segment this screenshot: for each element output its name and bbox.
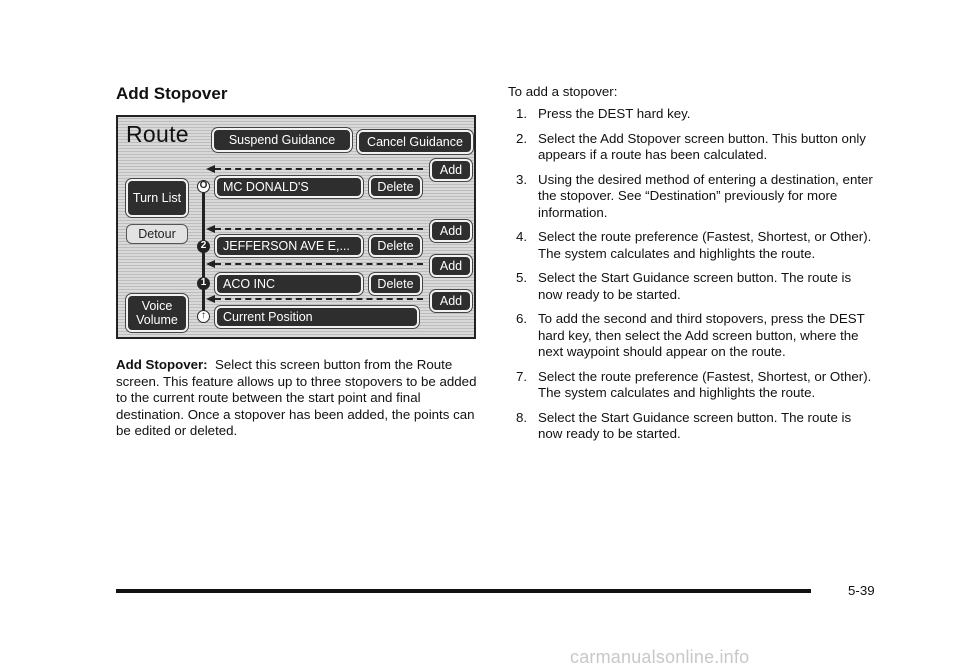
description-text: Select this screen button from the Route screen. This feature allows up to three stopovers to be added to the current route between the start point and final destination. Once a stopover has been added, the points can be edited or deleted. bbox=[116, 357, 477, 438]
waypoint-2-marker-icon: 2 bbox=[197, 240, 210, 253]
route-line bbox=[215, 228, 423, 230]
step-item bbox=[516, 106, 876, 123]
step-item bbox=[516, 229, 876, 262]
current-position-marker-icon: ↑ bbox=[197, 310, 210, 323]
step-text: To add the second and third stopovers, press the DEST hard key, then select the Add screen button, where the next waypoint should appear on the route. bbox=[538, 311, 865, 359]
step-number: 6. bbox=[516, 311, 528, 326]
step-number: 4. bbox=[516, 229, 528, 244]
watermark: carmanualsonline.info bbox=[570, 647, 750, 667]
waypoint-2-button[interactable]: JEFFERSON AVE E,... bbox=[215, 235, 363, 257]
route-line bbox=[215, 298, 423, 300]
step-text: Press the DEST hard key. bbox=[538, 106, 691, 121]
step-number: 8. bbox=[516, 409, 528, 425]
add-stopover-description bbox=[116, 357, 481, 440]
cancel-guidance-button[interactable]: Cancel Guidance bbox=[357, 130, 473, 154]
step-number: 5. bbox=[516, 270, 528, 285]
step-number: 3. bbox=[516, 171, 528, 187]
step-number: 7. bbox=[516, 368, 528, 384]
add-stopover-button-4[interactable]: Add bbox=[430, 290, 472, 312]
waypoint-1-button[interactable]: ACO INC bbox=[215, 273, 363, 295]
steps-intro: To add a stopover: bbox=[508, 84, 618, 99]
route-screen-figure bbox=[116, 115, 476, 339]
step-text: Using the desired method of entering a destination, enter the stopover. See “Destination” previously for more information. bbox=[538, 171, 873, 220]
delete-destination-button[interactable]: Delete bbox=[369, 176, 422, 198]
step-item bbox=[516, 172, 876, 222]
turn-list-button[interactable]: Turn List bbox=[126, 179, 188, 217]
detour-button[interactable]: Detour bbox=[126, 224, 188, 244]
footer-rule bbox=[116, 589, 811, 593]
waypoint-destination-button[interactable]: MC DONALD'S bbox=[215, 176, 363, 198]
route-line bbox=[215, 168, 423, 170]
delete-waypoint-2-button[interactable]: Delete bbox=[369, 235, 422, 257]
route-line bbox=[215, 263, 423, 265]
step-text: Select the route preference (Fastest, Shortest, or Other). The system calculates and highlights the route. bbox=[538, 368, 872, 400]
step-text: Select the Start Guidance screen button. The route is now ready to be started. bbox=[538, 270, 852, 302]
section-heading: Add Stopover bbox=[116, 84, 228, 103]
add-stopover-button-1[interactable]: Add bbox=[430, 159, 472, 181]
step-item bbox=[516, 131, 876, 164]
delete-waypoint-1-button[interactable]: Delete bbox=[369, 273, 422, 295]
route-screen-title: Route bbox=[126, 121, 189, 147]
step-text: Select the Start Guidance screen button. The route is now ready to be started. bbox=[538, 409, 852, 441]
suspend-guidance-button[interactable]: Suspend Guidance bbox=[212, 128, 352, 152]
step-item bbox=[516, 369, 876, 402]
step-item bbox=[516, 270, 876, 303]
step-item bbox=[516, 311, 876, 361]
route-arrow-icon bbox=[206, 295, 215, 303]
route-arrow-icon bbox=[206, 165, 215, 173]
add-stopover-button-3[interactable]: Add bbox=[430, 255, 472, 277]
steps-list bbox=[516, 106, 876, 451]
voice-volume-button[interactable]: Voice Volume bbox=[126, 294, 188, 332]
route-vertical-line bbox=[202, 193, 205, 313]
route-arrow-icon bbox=[206, 260, 215, 268]
step-text: Select the route preference (Fastest, Shortest, or Other). The system calculates and highlights the route. bbox=[538, 229, 872, 261]
add-stopover-button-2[interactable]: Add bbox=[430, 220, 472, 242]
destination-marker-icon: O bbox=[197, 180, 210, 193]
step-item bbox=[516, 410, 876, 443]
step-number: 2. bbox=[516, 130, 528, 146]
route-arrow-icon bbox=[206, 225, 215, 233]
step-text: Select the Add Stopover screen button. This button only appears if a route has been calculated. bbox=[538, 130, 866, 162]
current-position-button[interactable]: Current Position bbox=[215, 306, 419, 328]
term-label: Add Stopover: bbox=[116, 357, 208, 372]
waypoint-1-marker-icon: 1 bbox=[197, 277, 210, 290]
page-number: 5-39 bbox=[848, 583, 875, 598]
step-number: 1. bbox=[516, 106, 528, 121]
